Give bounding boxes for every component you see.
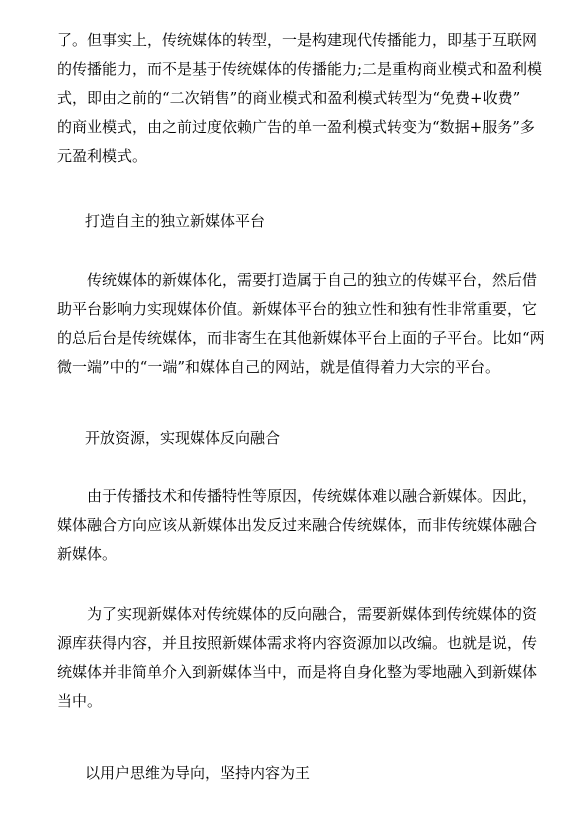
text-line: 统媒体并非简单介入到新媒体当中，而是将自身化整为零地融入到新媒体 <box>57 663 538 681</box>
text-line: 新媒体。 <box>57 545 118 563</box>
text-line: 式，即由之前的“二次销售”的商业模式和盈利模式转型为“免费+收费” <box>57 89 521 107</box>
text-line: 源库获得内容，并且按照新媒体需求将内容资源加以改编。也就是说，传 <box>57 634 538 652</box>
text-line: 为了实现新媒体对传统媒体的反向融合，需要新媒体到传统媒体的资 <box>87 605 538 623</box>
text-line: 当中。 <box>57 692 103 710</box>
text-line: 助平台影响力实现媒体价值。新媒体平台的独立性和独有性非常重要，它 <box>57 300 538 318</box>
section-heading-reverse-integration: 开放资源，实现媒体反向融合 <box>85 429 281 447</box>
text-line: 由于传播技术和传播特性等原因，传统媒体难以融合新媒体。因此， <box>87 487 538 505</box>
paragraph-transformation-continued <box>57 26 543 171</box>
text-line: 媒体融合方向应该从新媒体出发反过来融合传统媒体，而非传统媒体融合 <box>57 516 538 534</box>
text-line: 的总后台是传统媒体，而非寄生在其他新媒体平台上面的子平台。比如“两 <box>57 329 545 347</box>
text-line: 元盈利模式。 <box>57 147 148 165</box>
section-heading-independent-platform: 打造自主的独立新媒体平台 <box>85 212 266 230</box>
text-line: 传统媒体的新媒体化，需要打造属于自己的独立的传媒平台，然后借 <box>87 271 538 289</box>
paragraph-independent-platform <box>57 266 545 382</box>
paragraph-reverse-integration-reason <box>57 482 538 569</box>
paragraph-reverse-integration-method <box>57 600 538 716</box>
text-line: 的商业模式，由之前过度依赖广告的单一盈利模式转变为“数据+服务”多 <box>57 118 535 136</box>
text-line: 了。但事实上，传统媒体的转型，一是构建现代传播能力，即基于互联网 <box>57 31 538 49</box>
section-heading-user-thinking: 以用户思维为导向，坚持内容为王 <box>85 764 311 782</box>
text-line: 的传播能力，而不是基于传统媒体的传播能力;二是重构商业模式和盈利模 <box>57 60 543 78</box>
text-line: 微一端”中的“一端”和媒体自己的网站，就是值得着力大宗的平台。 <box>57 358 501 376</box>
